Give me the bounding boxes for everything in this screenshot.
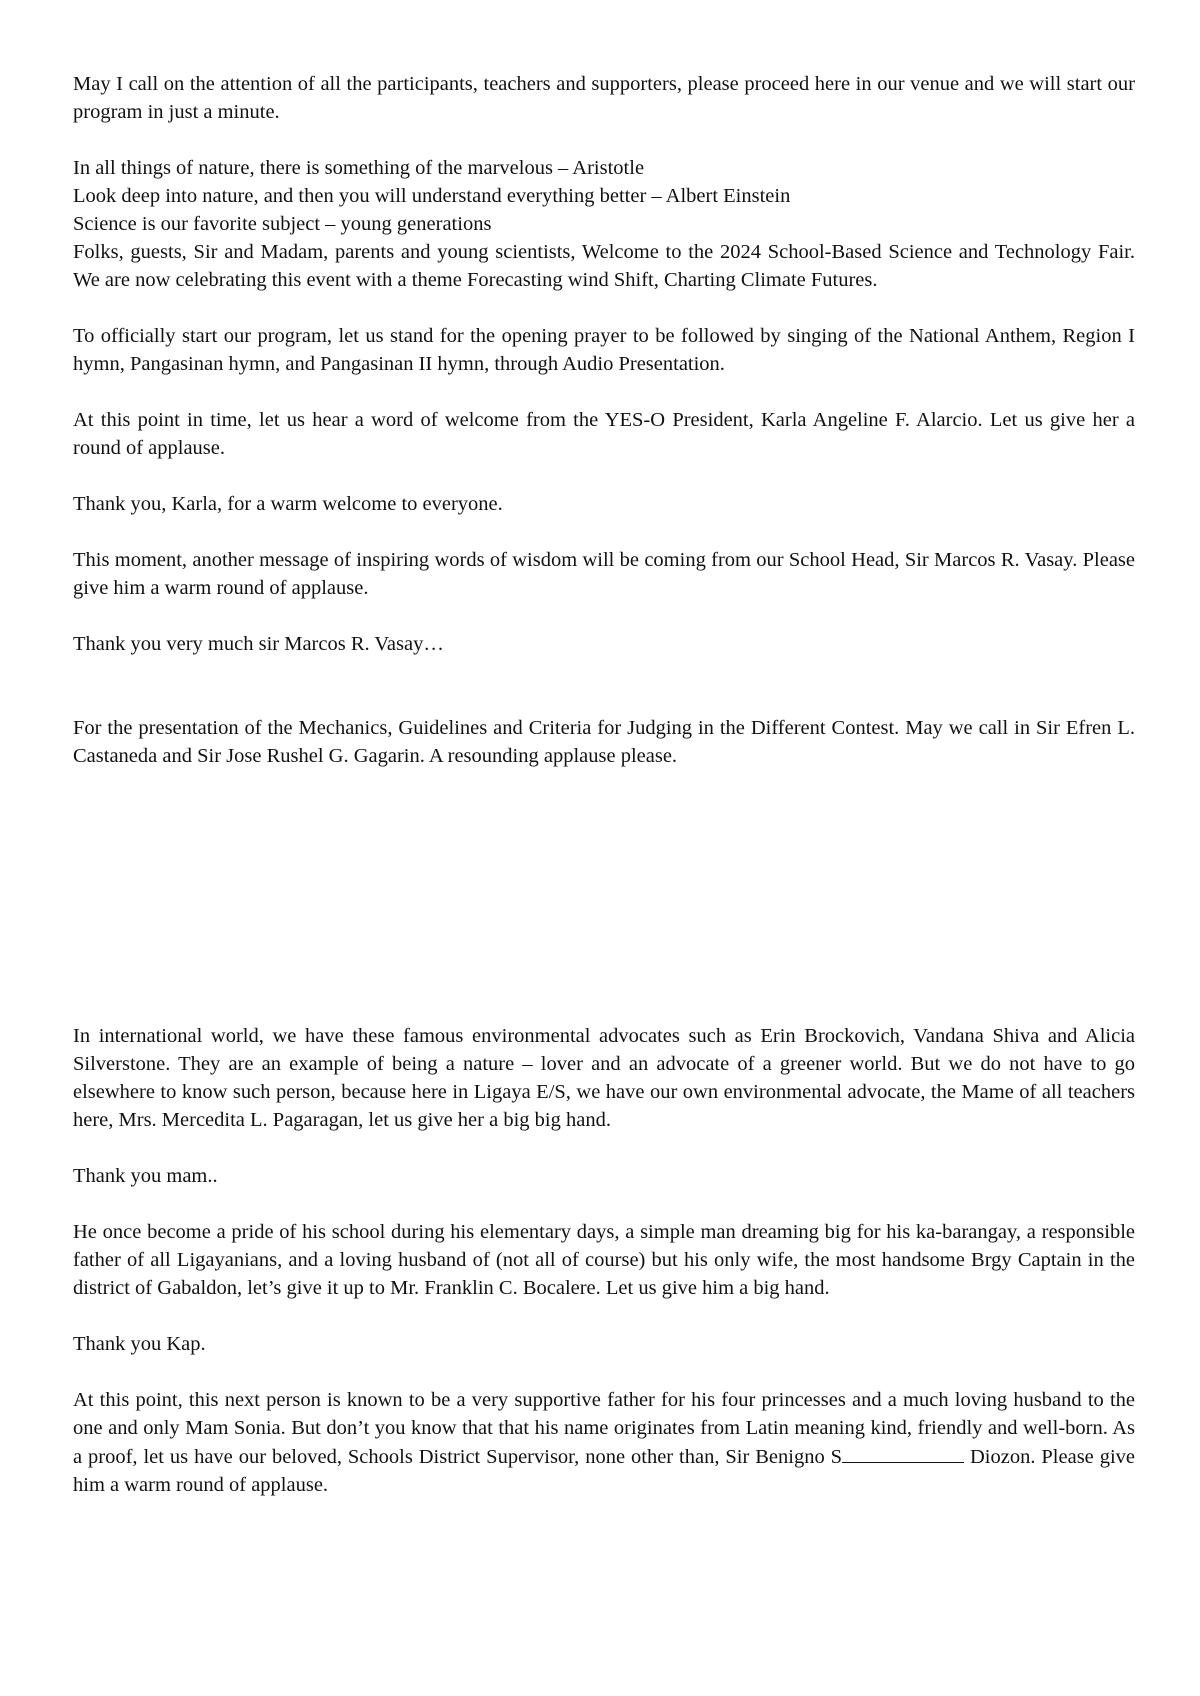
welcome-text: Folks, guests, Sir and Madam, parents and young scientists, Welcome to the 2024 School-Based Science and Technology Fair. We are now celebrating this event with a theme Forecasting wind Shift, Charting Climate Futures. (73, 241, 1135, 291)
thank-kap-paragraph: Thank you Kap. (73, 1333, 206, 1355)
document-page (73, 70, 1135, 1527)
blank-space-large (73, 798, 1135, 1022)
call-to-attention-paragraph: May I call on the attention of all the participants, teachers and supporters, please proceed here in our venue and we will start our program in just a minute. (73, 73, 1135, 123)
thank-school-head-paragraph: Thank you very much sir Marcos R. Vasay… (73, 633, 444, 655)
mechanics-paragraph: For the presentation of the Mechanics, Guidelines and Criteria for Judging in the Different Contest. May we call in Sir Efren L. Castaneda and Sir Jose Rushel G. Gagarin. A resounding applause please. (73, 717, 1135, 767)
environmental-advocate-paragraph: In international world, we have these famous environmental advocates such as Erin Brockovich, Vandana Shiva and Alicia Silverstone. They are an example of being a nature – lover and an advocate of a greener world. But we do not have to go elsewhere to know such person, because here in Ligaya E/S, we have our own environmental advocate, the Mame of all teachers here, Mrs. Mercedita L. Pagaragan, let us give her a big big hand. (73, 1025, 1135, 1131)
brgy-captain-paragraph: He once become a pride of his school during his elementary days, a simple man dreaming big for his ka-barangay, a responsible father of all Ligayanians, and a loving husband of (not all of course) but his only wife, the most handsome Brgy Captain in the district of Gabaldon, let’s give it up to Mr. Franklin C. Bocalere. Let us give him a big hand. (73, 1221, 1135, 1299)
quotes-and-welcome-paragraph (73, 154, 1135, 294)
welcome-address-paragraph: At this point in time, let us hear a word of welcome from the YES-O President, Karla Angeline F. Alarcio. Let us give her a round of applause. (73, 409, 1135, 459)
thank-karla-paragraph: Thank you, Karla, for a warm welcome to everyone. (73, 493, 503, 515)
quote-young-generations: Science is our favorite subject – young generations (73, 213, 492, 235)
opening-prayer-paragraph: To officially start our program, let us stand for the opening prayer to be followed by singing of the National Anthem, Region I hymn, Pangasinan hymn, and Pangasinan II hymn, through Audio Presentation. (73, 325, 1135, 375)
quote-einstein: Look deep into nature, and then you will understand everything better – Albert Einstein (73, 185, 791, 207)
school-head-paragraph: This moment, another message of inspiring words of wisdom will be coming from our School Head, Sir Marcos R. Vasay. Please give him a warm round of applause. (73, 549, 1135, 599)
thank-mam-paragraph: Thank you mam.. (73, 1165, 218, 1187)
name-blank-underline (842, 1442, 964, 1463)
quote-aristotle: In all things of nature, there is something of the marvelous – Aristotle (73, 157, 645, 179)
district-supervisor-paragraph (73, 1386, 1135, 1499)
blank-space (73, 686, 1135, 714)
supervisor-text-start: At this point, this next person is known to be a very supportive father for his four princesses and a much loving husband to the one and only Mam Sonia. But don’t you know that that his name originates from Latin meaning kind, friendly and well-born. As a proof, let us have our beloved, Schools District Supervisor, none other than, Sir Benigno S (73, 1389, 1135, 1468)
supervisor-text-end: Diozon. Please give him a warm round of applause. (73, 1446, 1135, 1496)
